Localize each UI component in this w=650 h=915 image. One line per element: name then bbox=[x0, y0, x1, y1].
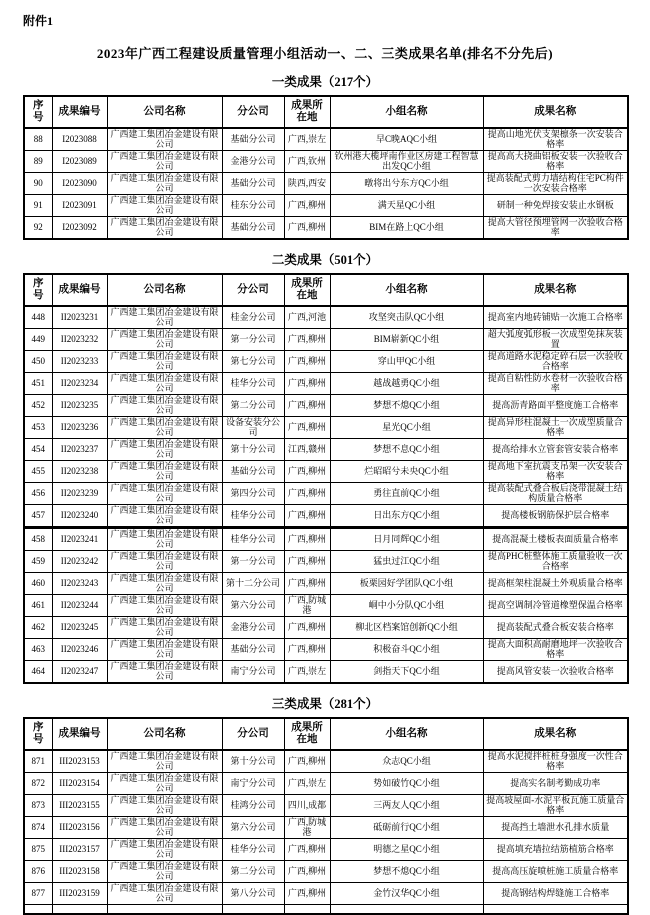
table-cell: 广西,柳州 bbox=[284, 461, 330, 483]
table-cell: 提高沥青路面平整度施工合格率 bbox=[483, 395, 628, 417]
table-cell: 广西,柳州 bbox=[284, 551, 330, 573]
table-cell: 广西,柳州 bbox=[284, 750, 330, 773]
column-header: 公司名称 bbox=[107, 718, 222, 750]
column-header: 小组名称 bbox=[330, 718, 483, 750]
table-cell: 广西,柳州 bbox=[284, 351, 330, 373]
table-cell: 广西,防城港 bbox=[284, 817, 330, 839]
table-cell: 提高山地光伏支架檩条一次安装合格率 bbox=[483, 128, 628, 151]
table-cell: 基础分公司 bbox=[222, 461, 284, 483]
table-cell bbox=[222, 905, 284, 915]
table-cell: 猛虫过江QC小组 bbox=[330, 551, 483, 573]
table-cell: II2023240 bbox=[52, 505, 107, 528]
table-cell: 勇往直前QC小组 bbox=[330, 483, 483, 505]
table-cell: I2023089 bbox=[52, 151, 107, 173]
table-row bbox=[24, 573, 628, 595]
table-row bbox=[24, 195, 628, 217]
table-cell: 提高自粘性防水卷材一次验收合格率 bbox=[483, 373, 628, 395]
table-cell: 提高大管径预埋管网一次验收合格率 bbox=[483, 217, 628, 240]
table-cell: 454 bbox=[24, 439, 52, 461]
table-cell: 91 bbox=[24, 195, 52, 217]
table-cell: 90 bbox=[24, 173, 52, 195]
table-cell: 广西,柳州 bbox=[284, 528, 330, 551]
table-cell: 广西建工集团冶金建设有限公司 bbox=[107, 551, 222, 573]
table-cell: III2023154 bbox=[52, 773, 107, 795]
table-cell: 873 bbox=[24, 795, 52, 817]
table-cell: 提高道路水泥稳定碎石层一次验收合格率 bbox=[483, 351, 628, 373]
column-header: 分公司 bbox=[222, 274, 284, 306]
table-cell: 提高给排水立管套管安装合格率 bbox=[483, 439, 628, 461]
table-cell: II2023238 bbox=[52, 461, 107, 483]
table-cell: 势如破竹QC小组 bbox=[330, 773, 483, 795]
column-header: 成果名称 bbox=[483, 274, 628, 306]
table-cell: III2023157 bbox=[52, 839, 107, 861]
table-cell: 南宁分公司 bbox=[222, 661, 284, 684]
table-cell: 广西建工集团冶金建设有限公司 bbox=[107, 661, 222, 684]
table-cell: II2023241 bbox=[52, 528, 107, 551]
table-cell: 南宁分公司 bbox=[222, 773, 284, 795]
table-cell: 455 bbox=[24, 461, 52, 483]
column-header: 成果编号 bbox=[52, 718, 107, 750]
table-cell: 89 bbox=[24, 151, 52, 173]
table-row bbox=[24, 817, 628, 839]
table-cell: 871 bbox=[24, 750, 52, 773]
column-header: 成果所在地 bbox=[284, 718, 330, 750]
table-cell: 金港分公司 bbox=[222, 151, 284, 173]
table-cell: 提高高压旋喷桩施工质量合格率 bbox=[483, 861, 628, 883]
table-cell: 463 bbox=[24, 639, 52, 661]
table-cell: 广西建工集团冶金建设有限公司 bbox=[107, 306, 222, 329]
table-cell: 柳北区档案馆创新QC小组 bbox=[330, 617, 483, 639]
table-cell: 广西建工集团冶金建设有限公司 bbox=[107, 528, 222, 551]
table-cell: 陕西,西安 bbox=[284, 173, 330, 195]
results-table-class-3 bbox=[23, 717, 629, 915]
table-cell: 872 bbox=[24, 773, 52, 795]
table-cell: 广西建工集团冶金建设有限公司 bbox=[107, 395, 222, 417]
table-cell: 第十分公司 bbox=[222, 439, 284, 461]
table-cell: 874 bbox=[24, 817, 52, 839]
table-cell bbox=[284, 905, 330, 915]
table-cell: 456 bbox=[24, 483, 52, 505]
table-cell: 桂东分公司 bbox=[222, 195, 284, 217]
table-cell: 广西建工集团冶金建设有限公司 bbox=[107, 573, 222, 595]
table-cell: 453 bbox=[24, 417, 52, 439]
table-cell: 第二分公司 bbox=[222, 861, 284, 883]
table-cell: 桂华分公司 bbox=[222, 839, 284, 861]
table-cell: 88 bbox=[24, 128, 52, 151]
column-header: 成果编号 bbox=[52, 274, 107, 306]
table-cell bbox=[24, 905, 52, 915]
table-cell: 广西,崇左 bbox=[284, 661, 330, 684]
table-cell: 450 bbox=[24, 351, 52, 373]
table-cell: 穿山甲QC小组 bbox=[330, 351, 483, 373]
table-cell: 越战越勇QC小组 bbox=[330, 373, 483, 395]
table-cell: 提高异形柱混凝土一次成型质量合格率 bbox=[483, 417, 628, 439]
table-row bbox=[24, 528, 628, 551]
table-cell: 458 bbox=[24, 528, 52, 551]
table-cell: 广西,柳州 bbox=[284, 861, 330, 883]
table-cell: 江西,赣州 bbox=[284, 439, 330, 461]
table-cell: 451 bbox=[24, 373, 52, 395]
column-header: 分公司 bbox=[222, 96, 284, 128]
table-cell: 第六分公司 bbox=[222, 595, 284, 617]
table-cell: 广西,柳州 bbox=[284, 617, 330, 639]
table-cell: 广西建工集团冶金建设有限公司 bbox=[107, 595, 222, 617]
table-cell: 第一分公司 bbox=[222, 329, 284, 351]
table-row bbox=[24, 395, 628, 417]
table-cell: II2023232 bbox=[52, 329, 107, 351]
column-header: 成果所在地 bbox=[284, 274, 330, 306]
table-cell: 板栗园好学团队QC小组 bbox=[330, 573, 483, 595]
table-cell: 第一分公司 bbox=[222, 551, 284, 573]
table-cell: 457 bbox=[24, 505, 52, 528]
table-cell: 广西建工集团冶金建设有限公司 bbox=[107, 505, 222, 528]
table-cell: 877 bbox=[24, 883, 52, 905]
table-cell: 日月同辉QC小组 bbox=[330, 528, 483, 551]
table-row bbox=[24, 417, 628, 439]
table-row bbox=[24, 128, 628, 151]
section-heading-class-2: 二类成果（501个） bbox=[271, 253, 379, 267]
table-cell: 钦州港大榄坪南作业区房建工程智慧出发QC小组 bbox=[330, 151, 483, 173]
table-cell: 提高挡土墙泄水孔排水质量 bbox=[483, 817, 628, 839]
table-cell: 桂华分公司 bbox=[222, 373, 284, 395]
table-cell: 广西建工集团冶金建设有限公司 bbox=[107, 773, 222, 795]
table-cell: II2023245 bbox=[52, 617, 107, 639]
table-cell: 广西建工集团冶金建设有限公司 bbox=[107, 329, 222, 351]
column-header: 成果编号 bbox=[52, 96, 107, 128]
table-cell: 448 bbox=[24, 306, 52, 329]
section-class-2 bbox=[23, 250, 627, 684]
table-cell: 金竹汉华QC小组 bbox=[330, 883, 483, 905]
table-cell: 明德之星QC小组 bbox=[330, 839, 483, 861]
table-cell: 提高框架柱混凝土外观质量合格率 bbox=[483, 573, 628, 595]
table-cell: 剑指天下QC小组 bbox=[330, 661, 483, 684]
table-cell: 提高填充墙拉结筋植筋合格率 bbox=[483, 839, 628, 861]
table-cell: 广西建工集团冶金建设有限公司 bbox=[107, 151, 222, 173]
table-cell: 广西,防城港 bbox=[284, 595, 330, 617]
table-cell: 广西,柳州 bbox=[284, 505, 330, 528]
table-cell: 星光QC小组 bbox=[330, 417, 483, 439]
table-row bbox=[24, 750, 628, 773]
table-cell: III2023159 bbox=[52, 883, 107, 905]
table-row bbox=[24, 505, 628, 528]
table-cell: III2023156 bbox=[52, 817, 107, 839]
table-cell: II2023231 bbox=[52, 306, 107, 329]
table-cell: 广西,柳州 bbox=[284, 839, 330, 861]
table-cell: 第六分公司 bbox=[222, 817, 284, 839]
table-cell: 第八分公司 bbox=[222, 883, 284, 905]
table-cell: 第十分公司 bbox=[222, 750, 284, 773]
table-cell: 金港分公司 bbox=[222, 617, 284, 639]
table-header-row bbox=[24, 274, 628, 306]
table-cell: 三两友人QC小组 bbox=[330, 795, 483, 817]
table-cell: 广西,河池 bbox=[284, 306, 330, 329]
column-header: 成果名称 bbox=[483, 718, 628, 750]
table-cell: 提高混凝土楼板表面质量合格率 bbox=[483, 528, 628, 551]
table-cell: II2023243 bbox=[52, 573, 107, 595]
table-row bbox=[24, 461, 628, 483]
table-cell: 广西建工集团冶金建设有限公司 bbox=[107, 195, 222, 217]
table-cell: 广西建工集团冶金建设有限公司 bbox=[107, 817, 222, 839]
table-cell: 广西,崇左 bbox=[284, 128, 330, 151]
table-cell: II2023237 bbox=[52, 439, 107, 461]
table-row bbox=[24, 306, 628, 329]
table-cell: II2023234 bbox=[52, 373, 107, 395]
table-cell: 提高钢结构焊缝施工合格率 bbox=[483, 883, 628, 905]
section-class-1 bbox=[23, 72, 627, 240]
table-cell: 广西建工集团冶金建设有限公司 bbox=[107, 173, 222, 195]
table-cell: 广西建工集团冶金建设有限公司 bbox=[107, 617, 222, 639]
table-cell: 提高装配式叠合板后浇带混凝土结构质量合格率 bbox=[483, 483, 628, 505]
table-cell: I2023090 bbox=[52, 173, 107, 195]
table-cell bbox=[107, 905, 222, 915]
column-header: 序号 bbox=[24, 96, 52, 128]
table-cell: 提高实名制考勤成功率 bbox=[483, 773, 628, 795]
table-cell: 广西,柳州 bbox=[284, 639, 330, 661]
table-cell: 广西,柳州 bbox=[284, 395, 330, 417]
table-cell: 广西建工集团冶金建设有限公司 bbox=[107, 483, 222, 505]
column-header: 小组名称 bbox=[330, 274, 483, 306]
table-cell: 464 bbox=[24, 661, 52, 684]
table-cell: 四川,成都 bbox=[284, 795, 330, 817]
table-row bbox=[24, 661, 628, 684]
table-row bbox=[24, 861, 628, 883]
table-cell: 峒中小分队QC小组 bbox=[330, 595, 483, 617]
table-cell: 基础分公司 bbox=[222, 639, 284, 661]
table-cell: 桂华分公司 bbox=[222, 528, 284, 551]
table-cell: 广西,柳州 bbox=[284, 373, 330, 395]
table-cell: 广西建工集团冶金建设有限公司 bbox=[107, 883, 222, 905]
table-cell: 第十二分公司 bbox=[222, 573, 284, 595]
table-cell bbox=[52, 905, 107, 915]
section-heading-class-3: 三类成果（281个） bbox=[271, 697, 379, 711]
table-header-row bbox=[24, 96, 628, 128]
table-cell: II2023236 bbox=[52, 417, 107, 439]
table-cell: I2023091 bbox=[52, 195, 107, 217]
table-header-row bbox=[24, 718, 628, 750]
table-cell: 梦想不熄QC小组 bbox=[330, 861, 483, 883]
table-cell: 提高大面积高耐磨地坪一次验收合格率 bbox=[483, 639, 628, 661]
table-row bbox=[24, 795, 628, 817]
table-cell: III2023158 bbox=[52, 861, 107, 883]
table-row bbox=[24, 217, 628, 240]
table-row bbox=[24, 839, 628, 861]
table-cell bbox=[483, 905, 628, 915]
page-title: 2023年广西工程建设质量管理小组活动一、二、三类成果名单(排名不分先后) bbox=[96, 46, 554, 61]
table-cell: 基础分公司 bbox=[222, 173, 284, 195]
column-header: 公司名称 bbox=[107, 96, 222, 128]
table-row-partial bbox=[24, 905, 628, 915]
table-cell: 梦想不息QC小组 bbox=[330, 439, 483, 461]
table-cell: 广西建工集团冶金建设有限公司 bbox=[107, 639, 222, 661]
column-header: 分公司 bbox=[222, 718, 284, 750]
table-cell: 提高室内地砖铺贴一次施工合格率 bbox=[483, 306, 628, 329]
table-cell: 广西建工集团冶金建设有限公司 bbox=[107, 461, 222, 483]
table-row bbox=[24, 883, 628, 905]
table-cell: 提高水泥搅拌桩桩身强度一次性合格率 bbox=[483, 750, 628, 773]
table-cell: II2023246 bbox=[52, 639, 107, 661]
column-header: 公司名称 bbox=[107, 274, 222, 306]
table-cell: 广西建工集团冶金建设有限公司 bbox=[107, 439, 222, 461]
table-cell: 广西,柳州 bbox=[284, 329, 330, 351]
column-header: 成果名称 bbox=[483, 96, 628, 128]
table-cell: 桂华分公司 bbox=[222, 505, 284, 528]
table-row bbox=[24, 329, 628, 351]
table-cell: 研制一种免焊接安装止水钢板 bbox=[483, 195, 628, 217]
table-cell: 众志QC小组 bbox=[330, 750, 483, 773]
table-row bbox=[24, 373, 628, 395]
section-class-3 bbox=[23, 694, 627, 915]
table-cell: 满天星QC小组 bbox=[330, 195, 483, 217]
table-cell: 积极奋斗QC小组 bbox=[330, 639, 483, 661]
table-cell: 基础分公司 bbox=[222, 128, 284, 151]
table-cell: 广西,崇左 bbox=[284, 773, 330, 795]
table-row bbox=[24, 439, 628, 461]
table-cell: III2023153 bbox=[52, 750, 107, 773]
column-header: 小组名称 bbox=[330, 96, 483, 128]
table-cell: 提高装配式剪力墙结构住宅PC构件一次安装合格率 bbox=[483, 173, 628, 195]
table-cell: 提高PHC桩整体施工质量验收一次合格率 bbox=[483, 551, 628, 573]
table-row bbox=[24, 551, 628, 573]
table-cell: 桂鸿分公司 bbox=[222, 795, 284, 817]
table-cell: 第二分公司 bbox=[222, 395, 284, 417]
table-cell: 广西建工集团冶金建设有限公司 bbox=[107, 750, 222, 773]
table-cell: 设备安装分公司 bbox=[222, 417, 284, 439]
table-cell: 桂金分公司 bbox=[222, 306, 284, 329]
table-cell: 460 bbox=[24, 573, 52, 595]
table-cell: 提高地下室抗震支吊架一次安装合格率 bbox=[483, 461, 628, 483]
table-row bbox=[24, 151, 628, 173]
table-cell: II2023244 bbox=[52, 595, 107, 617]
table-cell: 449 bbox=[24, 329, 52, 351]
table-cell: 广西,柳州 bbox=[284, 195, 330, 217]
table-cell: 459 bbox=[24, 551, 52, 573]
table-cell: II2023239 bbox=[52, 483, 107, 505]
attachment-label: 附件1 bbox=[23, 14, 54, 28]
table-cell: 广西建工集团冶金建设有限公司 bbox=[107, 839, 222, 861]
table-cell: 第七分公司 bbox=[222, 351, 284, 373]
table-row bbox=[24, 351, 628, 373]
table-cell: 提高空调制冷管道橡塑保温合格率 bbox=[483, 595, 628, 617]
table-cell: II2023235 bbox=[52, 395, 107, 417]
table-cell: 暾将出兮东方QC小组 bbox=[330, 173, 483, 195]
table-row bbox=[24, 617, 628, 639]
table-cell: BIM崭新QC小组 bbox=[330, 329, 483, 351]
table-cell: 广西,柳州 bbox=[284, 417, 330, 439]
table-cell: 广西建工集团冶金建设有限公司 bbox=[107, 351, 222, 373]
table-row bbox=[24, 173, 628, 195]
table-cell: 广西建工集团冶金建设有限公司 bbox=[107, 128, 222, 151]
table-cell: 876 bbox=[24, 861, 52, 883]
table-cell: 提高坡屋面-水泥平板瓦施工质量合格率 bbox=[483, 795, 628, 817]
table-cell: 提高高大挠曲铝板安装一次验收合格率 bbox=[483, 151, 628, 173]
table-cell: 广西,柳州 bbox=[284, 217, 330, 240]
table-cell: 攻坚突击队QC小组 bbox=[330, 306, 483, 329]
table-cell: 广西建工集团冶金建设有限公司 bbox=[107, 861, 222, 883]
table-cell: III2023155 bbox=[52, 795, 107, 817]
column-header: 序号 bbox=[24, 718, 52, 750]
table-cell: 超大弧度弧形板一次成型免抹灰装置 bbox=[483, 329, 628, 351]
table-cell: 早C晚AQC小组 bbox=[330, 128, 483, 151]
table-cell: 砥砺前行QC小组 bbox=[330, 817, 483, 839]
table-row bbox=[24, 483, 628, 505]
table-cell: 广西建工集团冶金建设有限公司 bbox=[107, 417, 222, 439]
table-cell: 提高装配式叠合板安装合格率 bbox=[483, 617, 628, 639]
table-cell: II2023242 bbox=[52, 551, 107, 573]
table-cell: BIM在路上QC小组 bbox=[330, 217, 483, 240]
table-cell: 广西,钦州 bbox=[284, 151, 330, 173]
table-cell: 第四分公司 bbox=[222, 483, 284, 505]
table-cell: 92 bbox=[24, 217, 52, 240]
table-cell: 广西,柳州 bbox=[284, 883, 330, 905]
column-header: 成果所在地 bbox=[284, 96, 330, 128]
table-cell: 广西建工集团冶金建设有限公司 bbox=[107, 217, 222, 240]
table-cell: 基础分公司 bbox=[222, 217, 284, 240]
table-cell: 广西建工集团冶金建设有限公司 bbox=[107, 795, 222, 817]
table-cell: 462 bbox=[24, 617, 52, 639]
table-cell: II2023233 bbox=[52, 351, 107, 373]
section-heading-class-1: 一类成果（217个） bbox=[271, 75, 379, 89]
table-cell bbox=[330, 905, 483, 915]
table-cell: 日出东方QC小组 bbox=[330, 505, 483, 528]
table-row bbox=[24, 639, 628, 661]
table-cell: I2023092 bbox=[52, 217, 107, 240]
table-cell: II2023247 bbox=[52, 661, 107, 684]
table-cell: 提高楼板钢筋保护层合格率 bbox=[483, 505, 628, 528]
table-cell: 广西建工集团冶金建设有限公司 bbox=[107, 373, 222, 395]
table-cell: 461 bbox=[24, 595, 52, 617]
table-cell: 广西,柳州 bbox=[284, 483, 330, 505]
table-cell: I2023088 bbox=[52, 128, 107, 151]
table-cell: 875 bbox=[24, 839, 52, 861]
table-cell: 梦想不熄QC小组 bbox=[330, 395, 483, 417]
table-cell: 广西,柳州 bbox=[284, 573, 330, 595]
table-row bbox=[24, 773, 628, 795]
results-table-class-2 bbox=[23, 273, 629, 684]
results-table-class-1 bbox=[23, 95, 629, 240]
table-cell: 烂昭昭兮未央QC小组 bbox=[330, 461, 483, 483]
table-row bbox=[24, 595, 628, 617]
table-cell: 提高风管安装一次验收合格率 bbox=[483, 661, 628, 684]
column-header: 序号 bbox=[24, 274, 52, 306]
table-cell: 452 bbox=[24, 395, 52, 417]
